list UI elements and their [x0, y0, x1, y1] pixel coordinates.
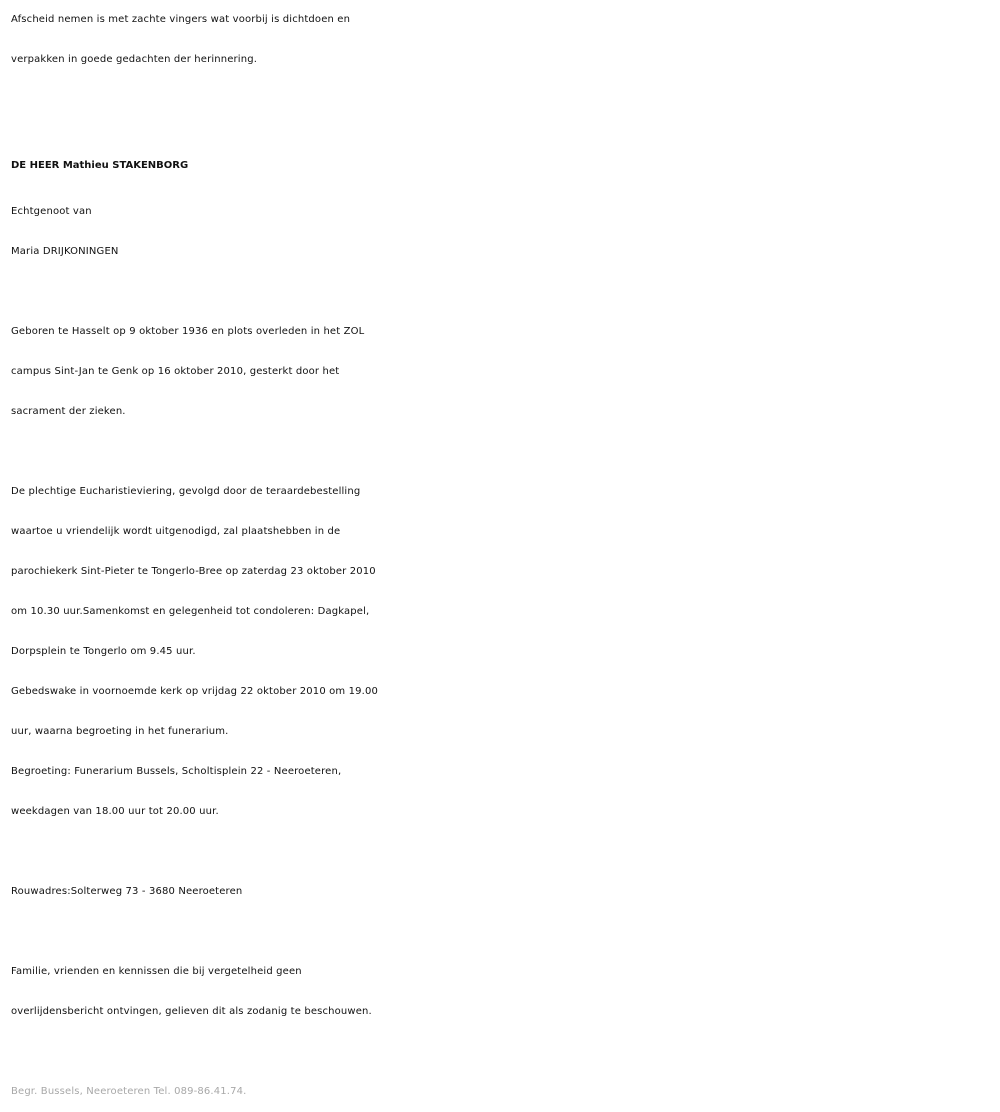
spouse-line: Maria DRIJKONINGEN [11, 246, 119, 257]
motto-block [11, 0, 991, 80]
birth-death-line: Geboren te Hasselt op 9 oktober 1936 en plots overleden in het ZOL [11, 326, 365, 337]
notice-line: overlijdensbericht ontvingen, gelieven dit als zodanig te beschouwen. [11, 1006, 372, 1017]
spouse-line: Echtgenoot van [11, 206, 92, 217]
spacer [11, 912, 991, 952]
motto-line: verpakken in goede gedachten der herinnering. [11, 54, 258, 65]
spouse-block [11, 192, 991, 272]
ceremony-block [11, 472, 991, 832]
spacer [11, 272, 991, 312]
ceremony-line: om 10.30 uur.Samenkomst en gelegenheid tot condoleren: Dagkapel, [11, 606, 370, 617]
ceremony-line: waartoe u vriendelijk wordt uitgenodigd, zal plaatshebben in de [11, 526, 341, 537]
mourning-address: Rouwadres:Solterweg 73 - 3680 Neeroeteren [11, 886, 243, 897]
birth-death-line: sacrament der zieken. [11, 406, 126, 417]
ceremony-line: Begroeting: Funerarium Bussels, Scholtisplein 22 - Neeroeteren, [11, 766, 342, 777]
ceremony-line: weekdagen van 18.00 uur tot 20.00 uur. [11, 806, 219, 817]
birth-death-block [11, 312, 991, 432]
notice-line: Familie, vrienden en kennissen die bij vergetelheid geen [11, 966, 302, 977]
ceremony-line: parochiekerk Sint-Pieter te Tongerlo-Bree op zaterdag 23 oktober 2010 [11, 566, 376, 577]
ceremony-line: uur, waarna begroeting in het funerarium. [11, 726, 229, 737]
deceased-name: DE HEER Mathieu STAKENBORG [11, 160, 189, 171]
spacer [11, 832, 991, 872]
ceremony-line: Gebedswake in voornoemde kerk op vrijdag 22 oktober 2010 om 19.00 [11, 686, 379, 697]
ceremony-line: Dorpsplein te Tongerlo om 9.45 uur. [11, 646, 196, 657]
notice-block [11, 952, 991, 1032]
funeral-home-footer: Begr. Bussels, Neeroeteren Tel. 089-86.41.74. [11, 1086, 247, 1097]
motto-line: Afscheid nemen is met zachte vingers wat voorbij is dichtdoen en [11, 14, 351, 25]
ceremony-line: De plechtige Eucharistieviering, gevolgd door de teraardebestelling [11, 486, 361, 497]
obituary-notice [11, 0, 991, 1112]
spacer [11, 1032, 991, 1072]
birth-death-line: campus Sint-Jan te Genk op 16 oktober 2010, gesterkt door het [11, 366, 340, 377]
spacer [11, 432, 991, 472]
